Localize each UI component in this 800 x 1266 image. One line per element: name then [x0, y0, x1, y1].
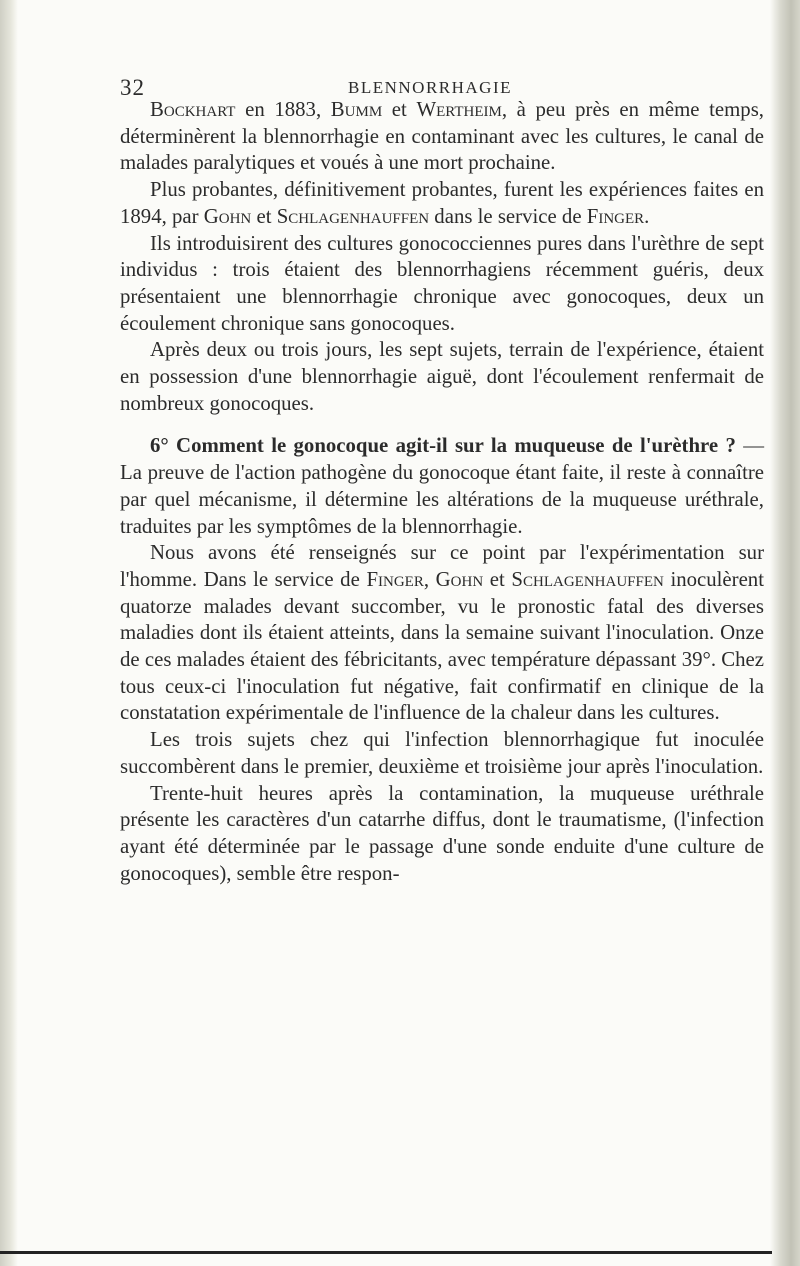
paragraph: Après deux ou trois jours, les sept sujets, terrain de l'expérience, étaient en possession d'une blennorrhagie aiguë, dont l'écoulement renfermait de nombreux gonocoques.: [120, 338, 764, 415]
author-name: Schlagenhauffen: [276, 204, 430, 228]
paragraph: Les trois sujets chez qui l'infection blennorrhagique fut inoculée succombèrent dans le premier, deuxième et troisième jour après l'inoculation.: [120, 728, 764, 778]
section-heading-paragraph: 6° Comment le gonocoque agit-il sur la muqueuse de l'urèthre ? — La preuve de l'action pathogène du gonocoque étant faite, il reste à connaître par quel mécanisme, il détermine les altérations de la muqueuse uréthrale, traduites par les symptômes de la blennorrhagie.: [120, 434, 764, 538]
author-name: Gohn: [435, 567, 484, 591]
scan-right-edge: [770, 0, 800, 1266]
author-name: Wertheim: [416, 98, 502, 121]
author-name: Bumm: [330, 98, 383, 121]
paragraph: Plus probantes, définitivement probantes, furent les expériences faites en 1894, par Gohn et Schlagenhauffen dans le service de Finger.: [120, 178, 764, 228]
scan-left-edge: [0, 0, 18, 1266]
page-number: 32: [120, 75, 145, 100]
author-name: Finger: [586, 204, 645, 228]
paragraph: Trente-huit heures après la contamination, la muqueuse uréthrale présente les caractères d'un catarrhe diffus, dont le traumatisme, (l'infection ayant été déterminée par le passage d'une sonde enduite d'une culture de gonocoques), semble être respon-: [120, 781, 764, 885]
body-text: [120, 97, 764, 887]
running-title: BLENNORRHAGIE: [348, 78, 512, 97]
section-title: Comment le gonocoque agit-il sur la muqueuse de l'urèthre ?: [168, 434, 736, 458]
section-number: 6°: [150, 434, 169, 458]
paragraph: Nous avons été renseignés sur ce point par l'expérimentation sur l'homme. Dans le service de Finger, Gohn et Schlagenhauffen inoculèrent quatorze malades devant succomber, vu le pronostic fatal des diverses maladies dont ils étaient atteints, dans la semaine suivant l'inoculation. Onze de ces malades étaient des fébricitants, avec température dépassant 39°. Chez tous ceux-ci l'inoculation fut négative, fait confirmatif en clinique de la constatation expérimentale de l'influence de la chaleur dans les cultures.: [120, 541, 764, 725]
author-name: Finger: [366, 567, 424, 591]
author-name: Bockhart: [150, 98, 236, 121]
author-name: Gohn: [203, 204, 252, 228]
paragraph: Ils introduisirent des cultures gonococciennes pures dans l'urèthre de sept individus : trois étaient des blennorrhagiens récemment guéris, deux présentaient une blennorrhagie chronique avec gonocoques, deux un écoulement chronique sans gonocoques.: [120, 231, 764, 335]
page-bottom-rule: [0, 1251, 772, 1254]
author-name: Schlagenhauffen: [511, 567, 664, 591]
paragraph: Bockhart en 1883, Bumm et Wertheim, à peu près en même temps, déterminèrent la blennorrhagie en contaminant avec les cultures, le canal de malades paralytiques et voués à une mort prochaine.: [120, 98, 764, 175]
